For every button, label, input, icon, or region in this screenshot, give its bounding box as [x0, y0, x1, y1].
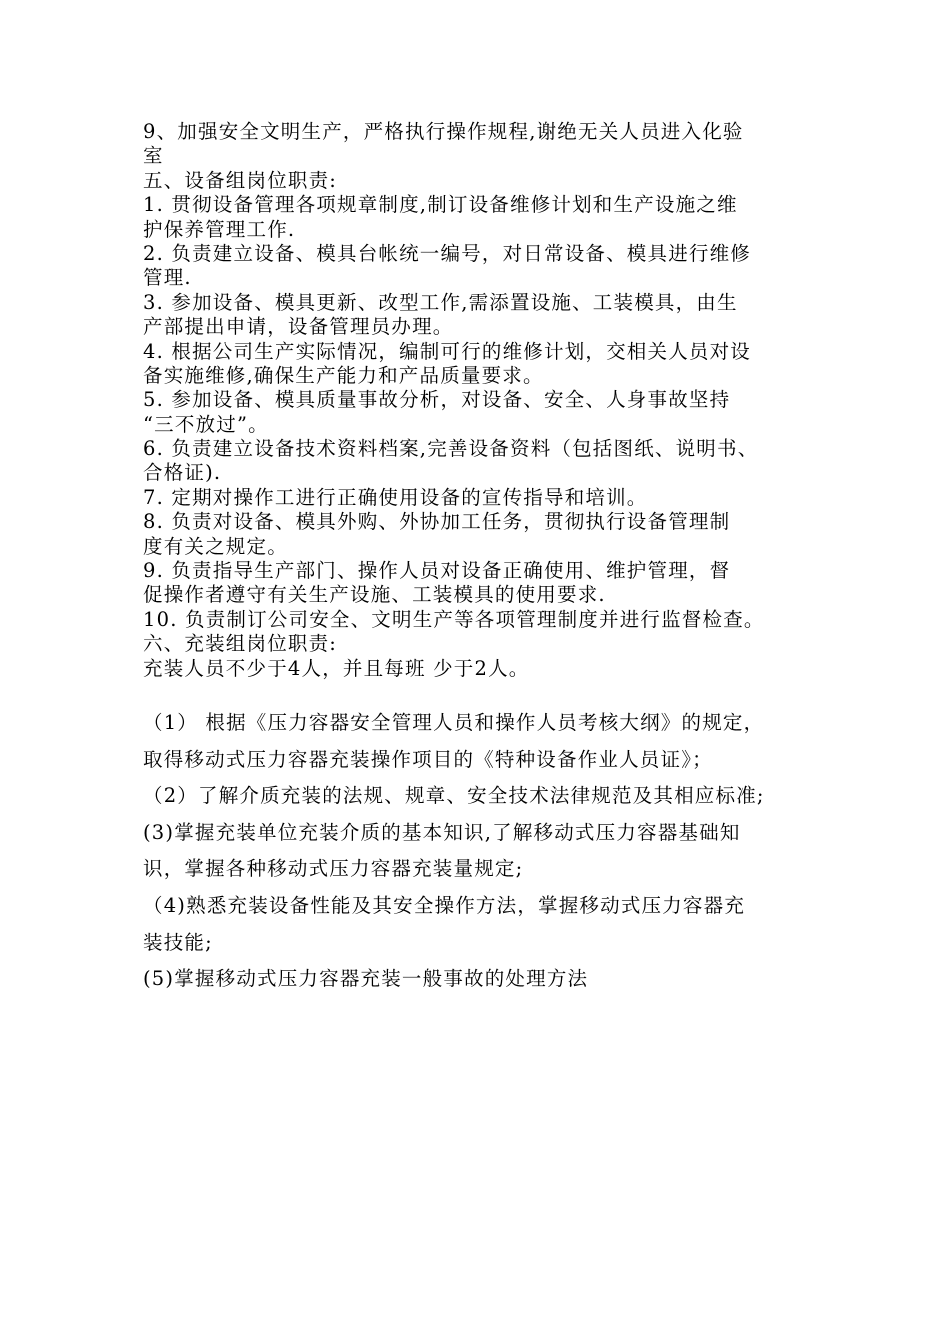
heading-filling-group: 六、充装组岗位职责: — [143, 632, 338, 656]
text-line: 10. 负责制订公司安全、文明生产等各项管理制度并进行监督检查。 — [143, 607, 765, 631]
text-line: “三不放过”。 — [143, 412, 269, 436]
text-line: 8. 负责对设备、模具外购、外协加工任务，贯彻执行设备管理制 — [143, 510, 731, 534]
text-line: 7. 定期对操作工进行正确使用设备的宣传指导和培训。 — [143, 485, 648, 509]
text-line: 充装人员不少于4人，并且每班 少于2人。 — [143, 656, 530, 680]
list-item: 装技能; — [143, 930, 213, 954]
text-line: 6. 负责建立设备技术资料档案,完善设备资料（包括图纸、说明书、 — [143, 437, 759, 461]
text-line: 护保养管理工作. — [143, 217, 296, 241]
list-item: (3)掌握充装单位充装介质的基本知识,了解移动式压力容器基础知 — [143, 820, 741, 844]
text-line: 9、加强安全文明生产，严格执行操作规程,谢绝无关人员进入化验 — [143, 120, 744, 143]
text-line: 3. 参加设备、模具更新、改型工作,需添置设施、工装模具，由生 — [143, 290, 738, 314]
text-line: 室 — [143, 144, 164, 168]
list-item: (5)掌握移动式压力容器充装一般事故的处理方法 — [143, 967, 589, 991]
list-item: （4)熟悉充装设备性能及其安全操作方法，掌握移动式压力容器充 — [143, 893, 746, 917]
text-line: 管理. — [143, 266, 192, 290]
list-item: （2）了解介质充装的法规、规章、安全技术法律规范及其相应标准; — [143, 784, 765, 808]
text-line: 4. 根据公司生产实际情况，编制可行的维修计划，交相关人员对设 — [143, 339, 752, 363]
text-line: 9. 负责指导生产部门、操作人员对设备正确使用、维护管理，督 — [143, 559, 731, 583]
text-line: 产部提出申请，设备管理员办理。 — [143, 315, 454, 339]
text-line: 备实施维修,确保生产能力和产品质量要求。 — [143, 363, 544, 387]
list-item: 识，掌握各种移动式压力容器充装量规定; — [143, 857, 524, 881]
text-line: 5. 参加设备、模具质量事故分析，对设备、安全、人身事故坚持 — [143, 388, 731, 412]
text-line: 2. 负责建立设备、模具台帐统一编号，对日常设备、模具进行维修 — [143, 241, 752, 265]
heading-equipment-group: 五、设备组岗位职责: — [143, 168, 338, 192]
text-line: 1. 贯彻设备管理各项规章制度,制订设备维修计划和生产设施之维 — [143, 193, 738, 217]
text-line: 促操作者遵守有关生产设施、工装模具的使用要求. — [143, 583, 606, 607]
text-line: 合格证). — [143, 461, 222, 485]
text-line: 度有关之规定。 — [143, 534, 288, 558]
section-filling-requirements — [143, 705, 823, 998]
list-item: （1） 根据《压力容器安全管理人员和操作人员考核大纲》的规定， — [143, 711, 765, 734]
list-item: 取得移动式压力容器充装操作项目的《特种设备作业人员证》； — [143, 747, 713, 771]
section-equipment-duties — [143, 120, 823, 681]
